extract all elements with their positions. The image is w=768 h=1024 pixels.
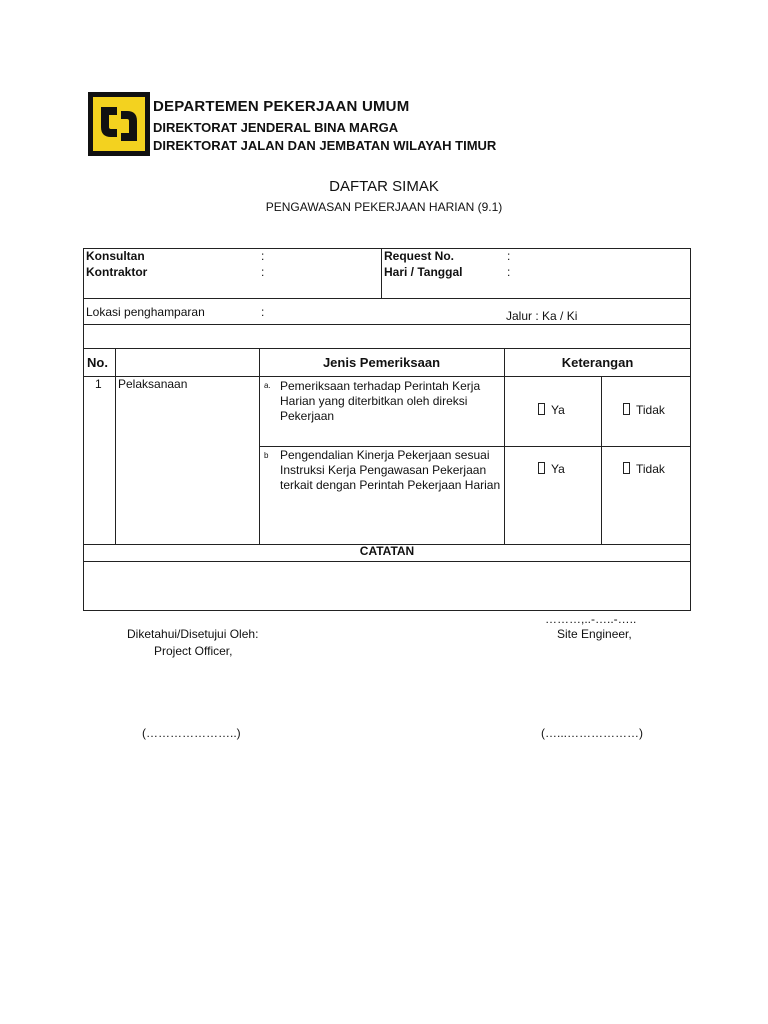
approver-line2: Project Officer, — [154, 644, 233, 658]
catatan-area[interactable] — [84, 562, 690, 610]
checkbox-icon[interactable] — [538, 403, 545, 415]
item-b-tidak[interactable] — [623, 462, 665, 476]
jalur-text: Jalur : Ka / Ki — [506, 309, 578, 323]
checkbox-icon[interactable] — [623, 462, 630, 474]
item-a-tidak[interactable] — [623, 403, 665, 417]
rule-header-top — [83, 348, 691, 349]
item-a-tidak-label: Tidak — [636, 403, 665, 417]
approver-signature-blank: (…………………..) — [142, 726, 241, 740]
engineer-signature-blank: (…...………………) — [541, 726, 643, 740]
item-a-text: Pemeriksaan terhadap Perintah Kerja Harian yang diterbitkan oleh direksi Pekerjaan — [280, 379, 481, 423]
request-label: Request No. — [384, 249, 455, 263]
kontraktor-colon: : — [261, 265, 265, 279]
pu-logo-emblem — [93, 97, 145, 151]
directorate: DIREKTORAT JALAN DAN JEMBATAN WILAYAH TIMUR — [153, 138, 497, 153]
request-colon: : — [507, 249, 511, 263]
rule-col-no — [115, 348, 116, 544]
pu-logo — [88, 92, 150, 156]
col-header-jenis: Jenis Pemeriksaan — [322, 355, 441, 370]
approver-line1: Diketahui/Disetujui Oleh: — [127, 627, 259, 641]
item-b-text: Pengendalian Kinerja Pekerjaan sesuai Instruksi Kerja Pengawasan Pekerjaan terkait dengan Perintah Pekerjaan Harian — [280, 448, 501, 492]
col-header-no: No. — [87, 355, 108, 370]
org-name: DEPARTEMEN PEKERJAAN UMUM — [153, 98, 410, 115]
rule-lokasi-bottom — [83, 324, 691, 325]
col-header-keterangan: Keterangan — [561, 355, 634, 370]
item-b-ya[interactable] — [538, 462, 565, 476]
item-b-letter: b — [264, 451, 269, 460]
konsultan-colon: : — [261, 249, 265, 263]
catatan-label: CATATAN — [359, 544, 415, 558]
rule-info-split — [381, 248, 382, 298]
lokasi-colon: : — [261, 305, 265, 319]
doc-subtitle: PENGAWASAN PEKERJAAN HARIAN (9.1) — [265, 200, 503, 214]
kontraktor-label: Kontraktor — [86, 265, 148, 279]
checkbox-icon[interactable] — [623, 403, 630, 415]
doc-title: DAFTAR SIMAK — [329, 178, 439, 195]
rule-col-jenis — [259, 348, 260, 544]
directorate-general: DIREKTORAT JENDERAL BINA MARGA — [153, 120, 399, 135]
lokasi-label: Lokasi penghamparan — [86, 305, 205, 319]
item-b-tidak-label: Tidak — [636, 462, 665, 476]
row-label: Pelaksanaan — [118, 377, 188, 391]
item-a-ya-label: Ya — [551, 403, 565, 417]
row-number: 1 — [95, 377, 102, 391]
rule-item-divider — [259, 446, 691, 447]
item-a-letter: a. — [264, 381, 271, 390]
item-b-ya-label: Ya — [551, 462, 565, 476]
hari-colon: : — [507, 265, 511, 279]
place-date: ………,..-…..-….. — [545, 612, 637, 626]
pu-logo-mark-icon — [93, 97, 145, 151]
konsultan-label: Konsultan — [86, 249, 145, 263]
rule-info-bottom — [83, 298, 691, 299]
item-a-ya[interactable] — [538, 403, 565, 417]
checkbox-icon[interactable] — [538, 462, 545, 474]
site-engineer-label: Site Engineer, — [557, 627, 632, 641]
rule-col-ket — [504, 348, 505, 544]
hari-label: Hari / Tanggal — [384, 265, 463, 279]
rule-col-ya-tidak — [601, 376, 602, 544]
